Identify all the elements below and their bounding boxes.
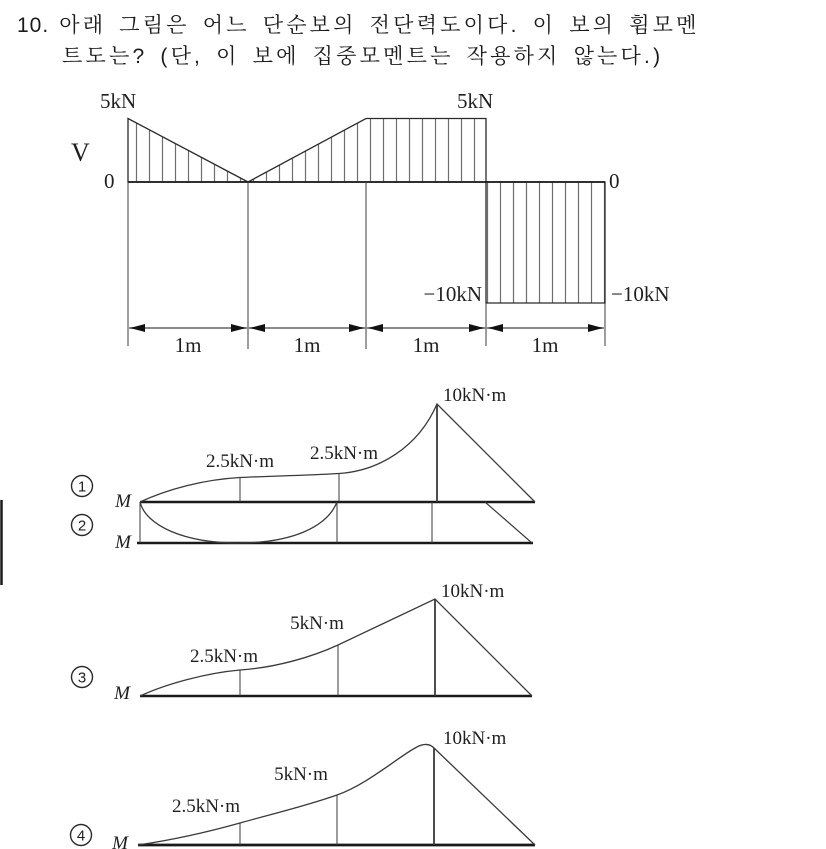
option-1-label-2p5-b: 2.5kN·m	[309, 443, 379, 464]
shear-zero-left: 0	[104, 169, 115, 193]
option-4-label-5: 5kN·m	[274, 764, 328, 785]
option-1-label-2p5-a: 2.5kN·m	[205, 451, 275, 472]
shear-diagram	[71, 89, 670, 357]
shear-peak-right-label: 5kN	[457, 89, 494, 113]
option-1-marker[interactable]	[72, 476, 93, 497]
option-3-m-label: M	[114, 683, 130, 704]
question-number: 10.	[17, 14, 50, 37]
option-1-diagram	[72, 385, 536, 512]
option-2-diagonal	[485, 502, 532, 543]
shear-area-left-triangle	[128, 119, 248, 183]
shear-min-left-label: −10kN	[423, 282, 482, 306]
option-2-moment-curve	[140, 502, 337, 543]
dim-label-3: 1m	[412, 333, 440, 357]
dim-label-4: 1m	[531, 333, 559, 357]
option-4-label-10: 10kN·m	[443, 728, 507, 749]
option-3-diagram	[72, 581, 533, 704]
option-3-number: 3	[77, 669, 87, 687]
dim-label-1: 1m	[174, 333, 202, 357]
option-4-diagram	[71, 728, 536, 849]
option-3-marker[interactable]	[72, 667, 93, 688]
shear-zero-right: 0	[609, 169, 620, 193]
option-4-ordinates	[240, 748, 434, 845]
option-4-marker[interactable]	[71, 825, 92, 846]
option-4-number: 4	[76, 827, 86, 845]
shear-min-right-label: −10kN	[611, 282, 670, 306]
option-1-number: 1	[77, 478, 87, 496]
option-3-label-2p5: 2.5kN·m	[189, 646, 259, 667]
option-3-label-5: 5kN·m	[290, 613, 344, 634]
dim-label-2: 1m	[293, 333, 321, 357]
shear-axis-label: V	[71, 138, 90, 167]
option-4-label-2p5: 2.5kN·m	[171, 796, 241, 817]
option-1-label-10: 10kN·m	[443, 385, 507, 406]
option-3-label-10: 10kN·m	[441, 581, 505, 602]
option-2-diagram	[72, 502, 534, 553]
shear-peak-left-label: 5kN	[100, 89, 137, 113]
option-1-m-label: M	[115, 491, 131, 512]
question-text-2: 트도는? (단, 이 보에 집중모멘트는 작용하지 않는다.)	[62, 45, 664, 68]
shear-area-rise-plateau	[248, 119, 486, 183]
option-4-m-label: M	[112, 833, 128, 849]
option-2-ordinates	[140, 502, 432, 543]
option-2-marker[interactable]	[72, 515, 93, 536]
question-text-1: 아래 그림은 어느 단순보의 전단력도이다. 이 보의 휨모멘	[59, 14, 700, 37]
option-2-number: 2	[77, 517, 87, 535]
shear-area-negative-rect	[486, 182, 605, 303]
option-2-m-label: M	[115, 532, 131, 553]
